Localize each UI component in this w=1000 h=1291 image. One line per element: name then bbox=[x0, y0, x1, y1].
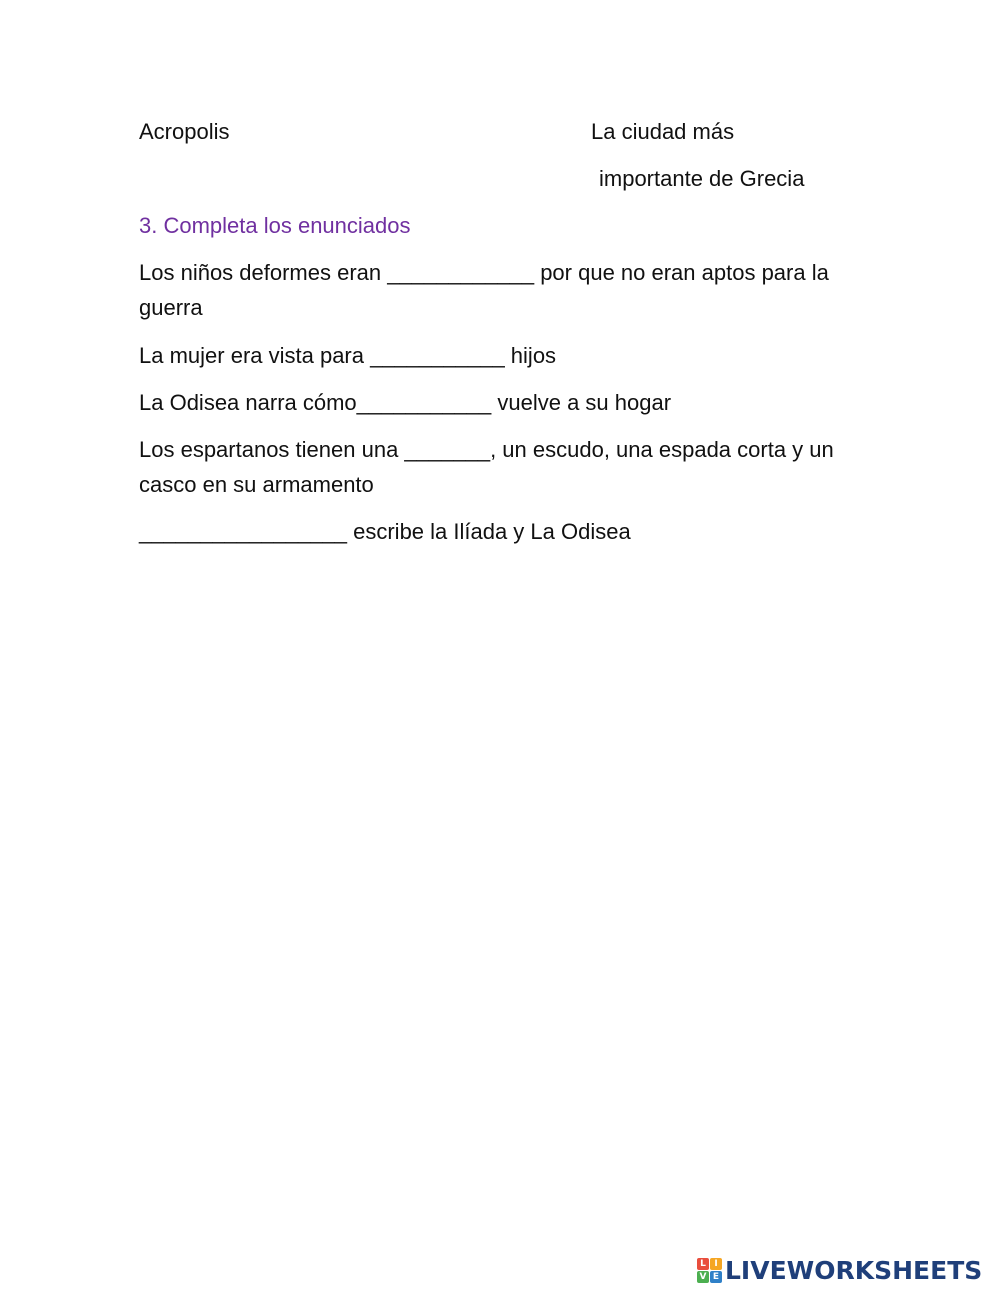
sentence-2: La mujer era vista para ___________ hijos bbox=[139, 343, 557, 368]
sentence-5: _________________ escribe la Ilíada y La Odisea bbox=[139, 519, 631, 544]
sentence-4: Los espartanos tienen una _______, un escudo, una espada corta y un casco en su armamento bbox=[139, 437, 834, 497]
logo-letter-l: L bbox=[697, 1258, 709, 1270]
sentence-3: La Odisea narra cómo___________ vuelve a su hogar bbox=[139, 390, 672, 415]
logo-letter-i: I bbox=[710, 1258, 722, 1270]
logo-letter-v: V bbox=[697, 1271, 709, 1283]
liveworksheets-logo bbox=[697, 1253, 982, 1287]
liveworksheets-logo-text: LIVEWORKSHEETS bbox=[725, 1255, 983, 1285]
matching-right-line-2: importante de Grecia bbox=[599, 166, 805, 191]
sentence-1: Los niños deformes eran ____________ por que no eran aptos para la guerra bbox=[139, 260, 829, 320]
section-heading: 3. Completa los enunciados bbox=[139, 213, 411, 238]
logo-letter-e: E bbox=[710, 1271, 722, 1283]
matching-left-term: Acropolis bbox=[139, 119, 230, 144]
matching-right-line-1: La ciudad más bbox=[591, 119, 735, 144]
liveworksheets-logo-icon bbox=[697, 1258, 722, 1283]
